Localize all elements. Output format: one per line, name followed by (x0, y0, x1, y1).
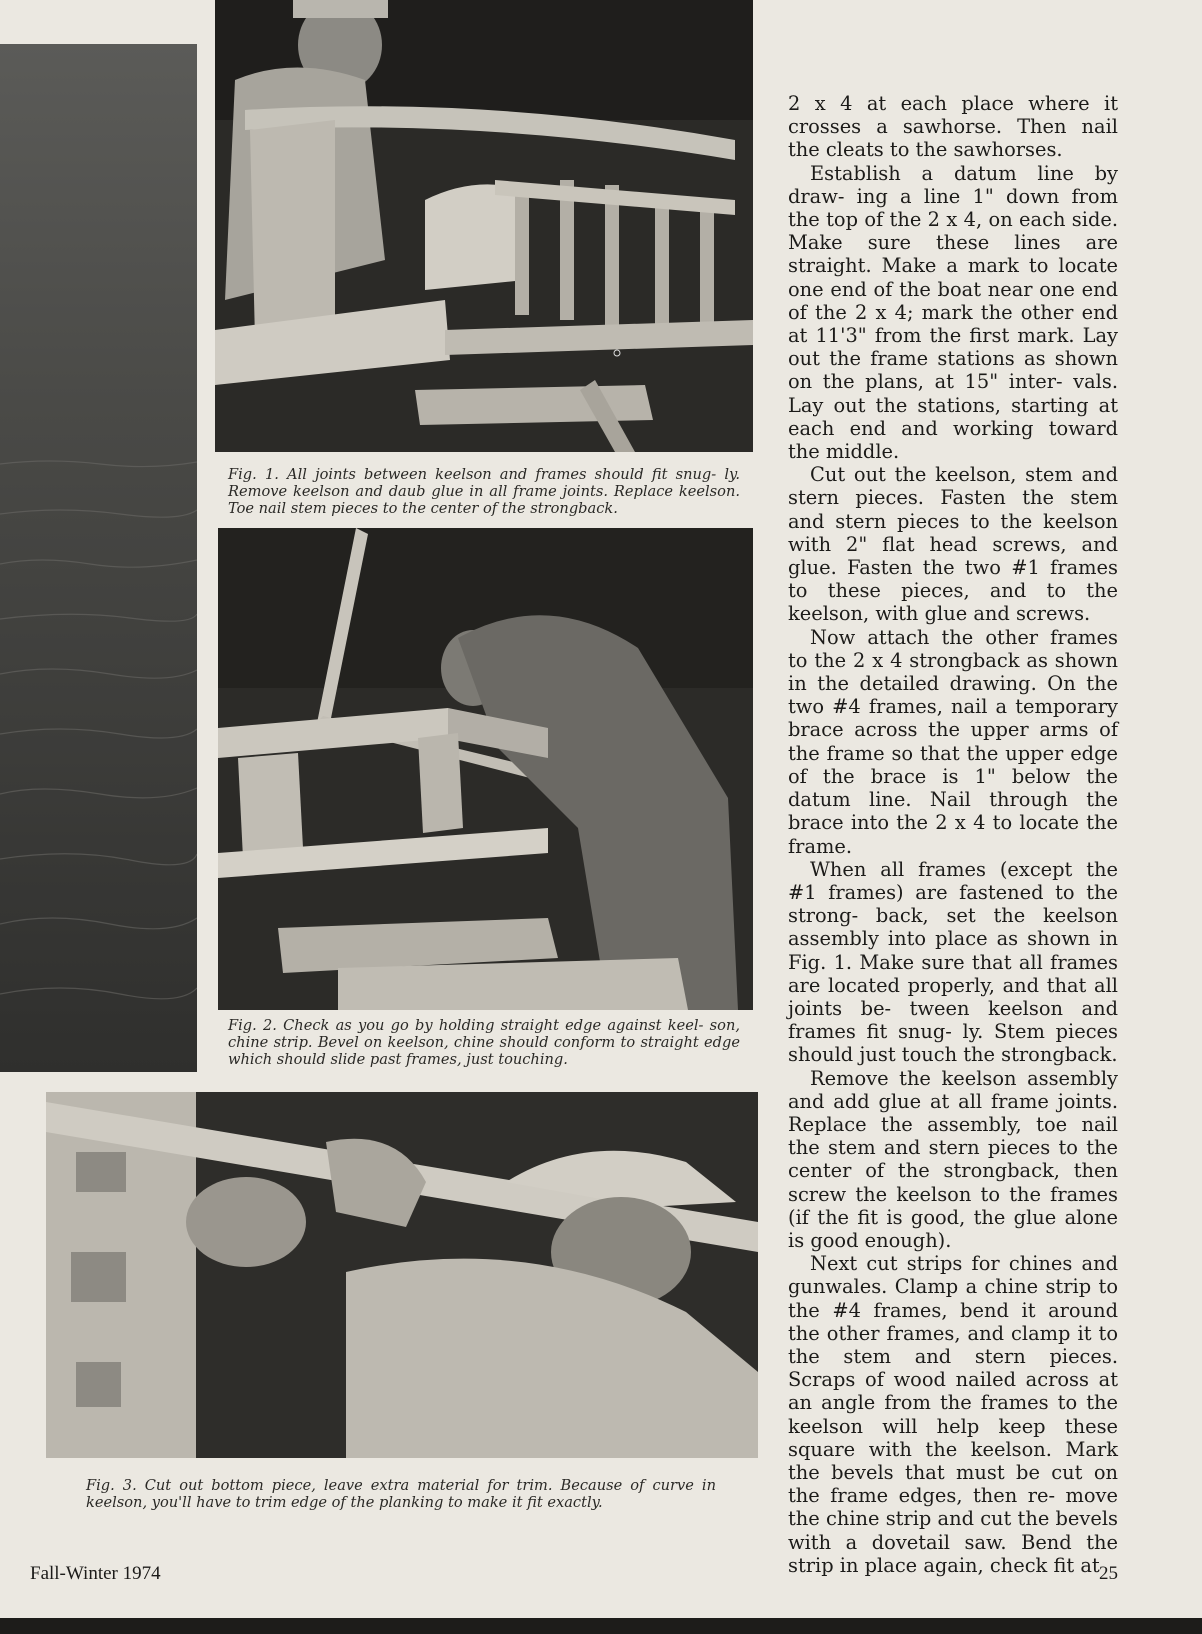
body-paragraph: Cut out the keelson, stem and stern pieces. Fasten the stem and stern pieces to the keelson with 2" flat head screws, and glue. Fasten the two #1 frames to these pieces, and to the keelson, with glue and screws. (788, 463, 1118, 626)
body-paragraph: 2 x 4 at each place where it crosses a sawhorse. Then nail the cleats to the sawhorses. (788, 92, 1118, 162)
water-photo (0, 44, 197, 1072)
fig3-caption: Fig. 3. Cut out bottom piece, leave extra material for trim. Because of curve in keelson, you'll have to trim edge of the planking to make it fit exactly. (86, 1477, 716, 1511)
fig2-image (218, 528, 753, 1010)
article-body (788, 92, 1118, 1577)
body-paragraph: Establish a datum line by draw- ing a line 1" down from the top of the 2 x 4, on each side. Make sure these lines are straight. Make a mark to locate one end of the boat near one end of the 2 x 4; mark the other end at 11'3" from the first mark. Lay out the frame stations as shown on the plans, at 15" inter- vals. Lay out the stations, starting at each end and working toward the middle. (788, 161, 1118, 464)
fig1-caption: Fig. 1. All joints between keelson and frames should fit snug- ly. Remove keelson and daub glue in all frame joints. Replace keelson. Toe nail stem pieces to the center of the strongback. (228, 466, 740, 517)
fig3-photo (46, 1092, 758, 1458)
fig3-image (46, 1092, 758, 1458)
water-photo-image (0, 44, 197, 1072)
fig2-photo (218, 528, 753, 1010)
fig1-image (215, 0, 753, 452)
body-paragraph: Next cut strips for chines and gunwales. Clamp a chine strip to the #4 frames, bend it around the other frames, and clamp it to the stem and stern pieces. Scraps of wood nailed across at an angle from the frames to the keelson will help keep these square with the keelson. Mark the bevels that must be cut on the frame edges, then re- move the chine strip and cut the bevels with a dovetail saw. Bend the strip in place again, check fit at (788, 1252, 1118, 1577)
body-paragraph: Remove the keelson assembly and add glue at all frame joints. Replace the assembly, toe nail the stem and stern pieces to the center of the strongback, then screw the keelson to the frames (if the fit is good, the glue alone is good enough). (788, 1066, 1118, 1252)
fig1-photo (215, 0, 753, 452)
fig2-caption: Fig. 2. Check as you go by holding straight edge against keel- son, chine strip. Bevel on keelson, chine should conform to straight edge which should slide past frames, just touching. (228, 1017, 740, 1068)
footer-issue-date: Fall-Winter 1974 (30, 1563, 161, 1584)
body-paragraph: Now attach the other frames to the 2 x 4 strongback as shown in the detailed drawing. On the two #4 frames, nail a temporary brace across the upper arms of the frame so that the upper edge of the brace is 1" below the datum line. Nail through the brace into the 2 x 4 to locate the frame. (788, 625, 1118, 858)
scan-bottom-edge (0, 1618, 1202, 1634)
page-number: 25 (1099, 1563, 1118, 1584)
body-paragraph: When all frames (except the #1 frames) are fastened to the strong- back, set the keelson assembly into place as shown in Fig. 1. Make sure that all frames are located properly, and that all joints be- tween keelson and frames fit snug- ly. Stem pieces should just touch the strongback. (788, 857, 1118, 1067)
